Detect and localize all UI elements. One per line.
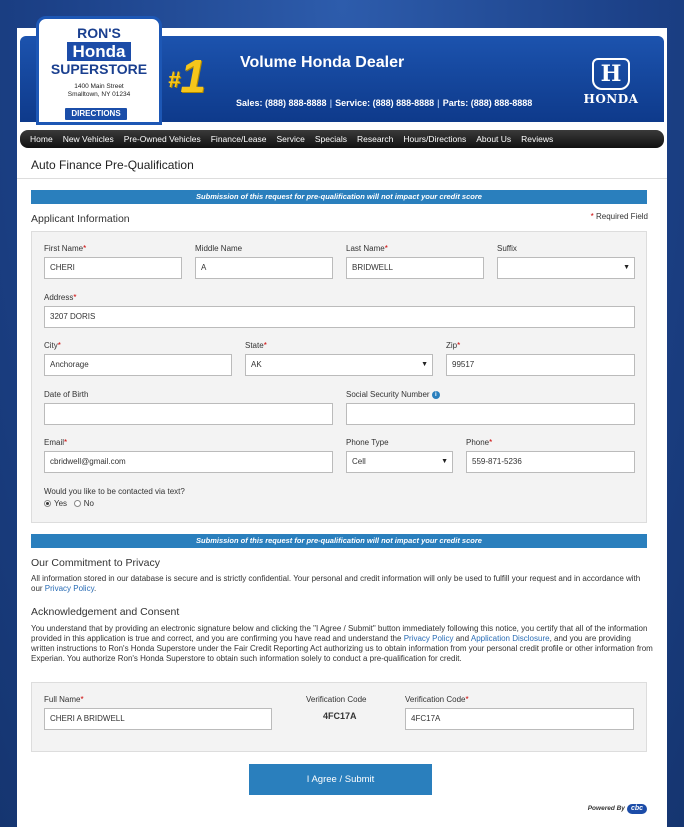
logo-address — [39, 83, 159, 99]
logo-address-line1: 1400 Main Street — [74, 83, 124, 90]
ssn-input[interactable] — [346, 403, 635, 425]
last-name-label-text: Last Name — [346, 244, 385, 253]
full-name-input[interactable]: CHERI A BRIDWELL — [44, 708, 272, 730]
text-yes-label[interactable]: Yes — [54, 499, 68, 508]
application-disclosure-link[interactable]: Application Disclosure — [470, 634, 550, 643]
honda-brand-logo — [576, 58, 646, 106]
number-one-badge: #1 — [168, 50, 206, 102]
nav-about[interactable]: About Us — [476, 134, 512, 144]
logo-address-line2: Smalltown, NY 01234 — [67, 91, 131, 98]
first-name-label: First Name* — [44, 244, 87, 253]
credit-notice-top: Submission of this request for pre-qualification will not impact your credit score — [31, 190, 647, 204]
state-label-text: State — [245, 341, 264, 350]
consent-and: and — [455, 634, 470, 643]
nav-specials[interactable]: Specials — [314, 134, 347, 144]
phone-label: Phone* — [466, 438, 493, 447]
privacy-text — [31, 574, 653, 594]
state-select[interactable]: AK ▼ — [245, 354, 433, 376]
nav-new-vehicles[interactable]: New Vehicles — [62, 134, 114, 144]
credit-notice-bottom: Submission of this request for pre-qualification will not impact your credit score — [31, 534, 647, 548]
applicant-section-title: Applicant Information — [31, 213, 130, 225]
nav-reviews[interactable]: Reviews — [521, 134, 554, 144]
first-name-label-text: First Name — [44, 244, 84, 253]
nav-hours[interactable]: Hours/Directions — [403, 134, 467, 144]
full-name-label: Full Name* — [44, 695, 84, 704]
logo-line2: Honda — [67, 42, 132, 61]
middle-name-label: Middle Name — [195, 244, 243, 253]
divider — [17, 178, 667, 179]
dob-label: Date of Birth — [44, 390, 89, 399]
phone-label-text: Phone — [466, 438, 490, 447]
logo-line3: SUPERSTORE — [50, 61, 148, 77]
consent-privacy-link[interactable]: Privacy Policy — [403, 634, 454, 643]
nav-research[interactable]: Research — [356, 134, 394, 144]
signature-form — [31, 682, 647, 752]
privacy-policy-link[interactable]: Privacy Policy — [44, 584, 94, 593]
first-name-input[interactable]: CHERI — [44, 257, 182, 279]
consent-section-title: Acknowledgement and Consent — [31, 606, 180, 618]
city-input[interactable]: Anchorage — [44, 354, 232, 376]
dealer-tagline: Volume Honda Dealer — [240, 54, 405, 71]
address-input[interactable]: 3207 DORIS — [44, 306, 635, 328]
text-contact-question: Would you like to be contacted via text? — [44, 487, 185, 496]
privacy-section-title: Our Commitment to Privacy — [31, 557, 160, 569]
consent-part1: You understand that by providing an electronic signature below and clicking the "I Agree / Submit" button immediately following this notice, you certify that all of the information provided in this application is true and correct, and you are confirming you have read and understand the — [31, 624, 648, 643]
full-name-label-text: Full Name — [44, 695, 81, 704]
verification-code-label: Verification Code* — [405, 695, 469, 704]
email-label: Email* — [44, 438, 68, 447]
main-nav — [20, 130, 664, 148]
email-input[interactable]: cbridwell@gmail.com — [44, 451, 333, 473]
zip-label: Zip* — [446, 341, 461, 350]
privacy-body: All information stored in our database is secure and is strictly confidential. Your personal and credit information will only be used to fulfill your request and in accordance with our — [31, 574, 641, 593]
text-no-label[interactable]: No — [83, 499, 94, 508]
service-phone[interactable]: Service: (888) 888-8888 — [335, 98, 435, 108]
phone-input[interactable]: 559-871-5236 — [466, 451, 635, 473]
dealer-logo[interactable] — [36, 16, 162, 125]
nav-home[interactable]: Home — [30, 134, 53, 144]
verification-code-input[interactable]: 4FC17A — [405, 708, 634, 730]
parts-phone[interactable]: Parts: (888) 888-8888 — [442, 98, 533, 108]
city-label: City* — [44, 341, 61, 350]
powered-by-text: Powered By — [587, 805, 625, 812]
contact-phones: Sales: (888) 888-8888 | Service: (888) 888-8888 | Parts: (888) 888-8888 — [236, 98, 533, 108]
required-field-text: Required Field — [595, 212, 648, 221]
info-icon[interactable]: i — [432, 391, 440, 399]
honda-wordmark: HONDA — [583, 92, 639, 106]
consent-text — [31, 624, 653, 664]
suffix-label: Suffix — [497, 244, 517, 253]
powered-by — [588, 804, 647, 814]
applicant-form — [31, 231, 647, 523]
directions-button[interactable]: DIRECTIONS — [65, 108, 127, 120]
zip-label-text: Zip — [446, 341, 458, 350]
header-banner — [20, 25, 664, 122]
text-yes-radio[interactable] — [44, 500, 51, 507]
verification-code-label-text: Verification Code — [405, 695, 466, 704]
number-one-digit: 1 — [180, 50, 206, 102]
sales-phone[interactable]: Sales: (888) 888-8888 — [236, 98, 327, 108]
email-label-text: Email — [44, 438, 65, 447]
dob-input[interactable] — [44, 403, 333, 425]
cbc-logo: cbc — [627, 804, 647, 814]
ssn-label — [346, 390, 440, 399]
required-field-note: * Required Field — [590, 212, 648, 221]
nav-pre-owned[interactable]: Pre-Owned Vehicles — [123, 134, 201, 144]
state-label: State* — [245, 341, 267, 350]
middle-name-input[interactable]: A — [195, 257, 333, 279]
logo-line1: RON'S — [77, 25, 121, 41]
agree-submit-button[interactable]: I Agree / Submit — [249, 764, 432, 795]
city-label-text: City — [44, 341, 58, 350]
verification-code-display-label: Verification Code — [306, 695, 367, 704]
consent-part2: , and you are providing written instructions to Ron's Honda Superstore under the Fair Credit Reporting Act authorizing us to obtain information from your personal credit profile or other information from Experian. You authorize Ron's Honda Superstore to obtain such information solely to conduct a pre-qualification for credit. — [31, 634, 653, 663]
page-title: Auto Finance Pre-Qualification — [31, 158, 194, 172]
phone-type-select[interactable]: Cell ▼ — [346, 451, 453, 473]
verification-code-display: 4FC17A — [323, 711, 357, 721]
address-label-text: Address — [44, 293, 74, 302]
address-label: Address* — [44, 293, 77, 302]
last-name-label: Last Name* — [346, 244, 388, 253]
suffix-select[interactable] — [497, 257, 635, 279]
text-no-radio[interactable] — [74, 500, 81, 507]
honda-h-icon: H — [592, 58, 630, 90]
zip-input[interactable]: 99517 — [446, 354, 635, 376]
nav-service[interactable]: Service — [276, 134, 305, 144]
phone-type-label: Phone Type — [346, 438, 389, 447]
privacy-end: . — [94, 584, 97, 593]
text-contact-options — [44, 499, 94, 508]
nav-finance[interactable]: Finance/Lease — [210, 134, 267, 144]
ssn-label-text: Social Security Number — [346, 390, 430, 399]
last-name-input[interactable]: BRIDWELL — [346, 257, 484, 279]
page-container — [17, 25, 667, 827]
